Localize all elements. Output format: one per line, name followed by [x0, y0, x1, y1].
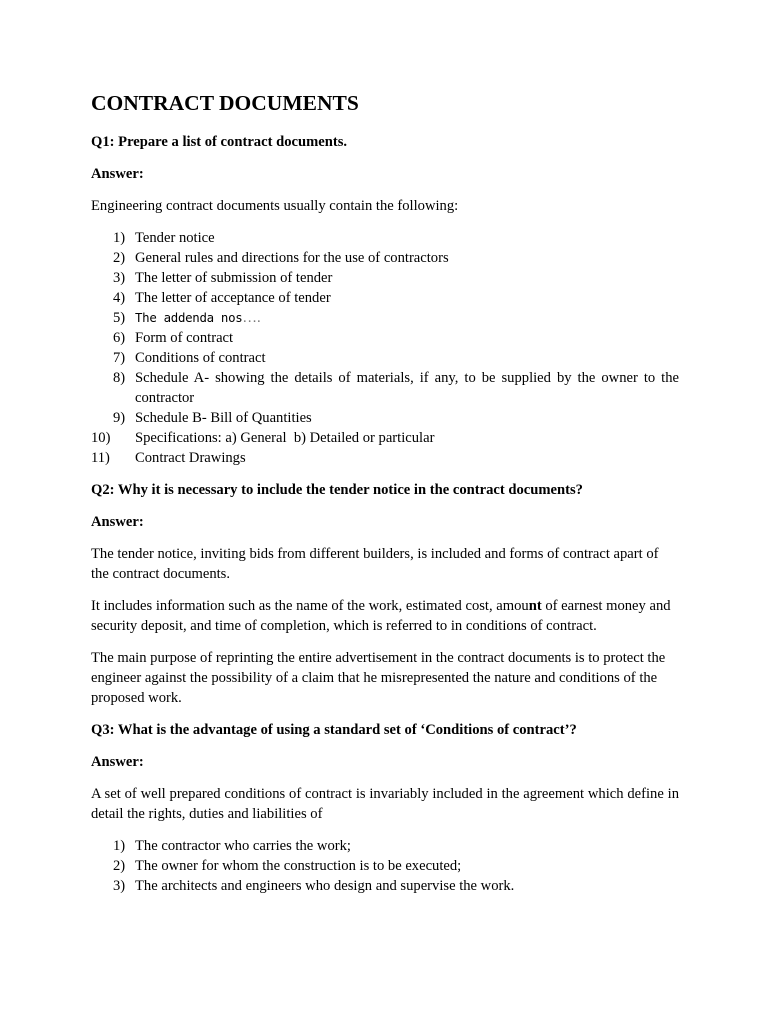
- q3-paragraph-1: A set of well prepared conditions of contract is invariably included in the agreement which define in detail the rights, duties and liabilities of: [91, 786, 679, 822]
- list-item-text: Schedule A- showing the details of materials, if any, to be supplied by the owner to the contractor: [135, 370, 679, 406]
- list-item: [91, 308, 679, 328]
- list-item: [91, 268, 679, 288]
- list-number: 10): [91, 430, 111, 446]
- list-item-text: The architects and engineers who design and supervise the work.: [135, 878, 515, 894]
- answer-label-2: Answer:: [91, 514, 144, 530]
- list-item: [91, 288, 679, 308]
- q2-paragraph-2: [91, 596, 679, 636]
- list-item-text: The letter of submission of tender: [135, 270, 333, 286]
- list-item-text: Contract Drawings: [135, 450, 246, 466]
- list-number: 4): [113, 290, 126, 306]
- contract-documents-list: [91, 228, 679, 468]
- document-page: [91, 88, 679, 908]
- question-1: Q1: Prepare a list of contract documents.: [91, 134, 348, 150]
- ellipsis-suffix: ….: [242, 310, 261, 326]
- list-number: 1): [113, 838, 126, 854]
- list-item-text: Schedule B- Bill of Quantities: [135, 410, 312, 426]
- list-number: 1): [113, 230, 126, 246]
- list-number: 11): [91, 450, 110, 466]
- list-number: 3): [113, 270, 126, 286]
- list-item: [91, 328, 679, 348]
- list-item-text: Form of contract: [135, 330, 234, 346]
- list-number: 3): [113, 878, 126, 894]
- list-number: 8): [113, 370, 126, 386]
- list-number: 7): [113, 350, 126, 366]
- list-item: [91, 408, 679, 428]
- list-item-text: General rules and directions for the use of contractors: [135, 250, 449, 266]
- q2-paragraph-2-bold-part: nt: [528, 598, 542, 614]
- list-item: [91, 348, 679, 368]
- list-item: [91, 248, 679, 268]
- list-item: [91, 856, 679, 876]
- answer-label-1: Answer:: [91, 166, 144, 182]
- list-item: [91, 228, 679, 248]
- list-item-text: The letter of acceptance of tender: [135, 290, 331, 306]
- list-item-text: The addenda nos: [135, 310, 243, 325]
- answer-label-3: Answer:: [91, 754, 144, 770]
- list-item: [91, 448, 679, 468]
- list-item: [91, 836, 679, 856]
- list-number: 2): [113, 250, 126, 266]
- q1-intro: Engineering contract documents usually contain the following:: [91, 198, 459, 214]
- list-item-text: Conditions of contract: [135, 350, 266, 366]
- q2-paragraph-1: The tender notice, inviting bids from different builders, is included and forms of contract apart of the contract documents.: [91, 546, 659, 582]
- list-number: 6): [113, 330, 126, 346]
- q2-paragraph-3: The main purpose of reprinting the entire advertisement in the contract documents is to protect the engineer against the possibility of a claim that he misrepresented the nature and conditions of the proposed work.: [91, 650, 666, 706]
- q2-paragraph-2-part-a: It includes information such as the name of the work, estimated cost, amou: [91, 598, 529, 614]
- list-item-text: Tender notice: [135, 230, 215, 246]
- list-item: [91, 368, 679, 408]
- liabilities-list: [91, 836, 679, 896]
- list-item-text: The contractor who carries the work;: [135, 838, 351, 854]
- list-number: 2): [113, 858, 126, 874]
- list-item: [91, 428, 679, 448]
- list-item-text: The owner for whom the construction is to be executed;: [135, 858, 462, 874]
- list-item: [91, 876, 679, 896]
- question-2: Q2: Why it is necessary to include the tender notice in the contract documents?: [91, 482, 583, 498]
- list-number: 9): [113, 410, 126, 426]
- list-item-text: Specifications: a) General b) Detailed or particular: [135, 430, 435, 446]
- q2-paragraph-2-part-c: of earnest money and security deposit, and time of completion, which is referred to in conditions of contract.: [91, 598, 671, 634]
- list-number: 5): [113, 310, 126, 326]
- page-title: CONTRACT DOCUMENTS: [91, 91, 359, 115]
- question-3: Q3: What is the advantage of using a standard set of ‘Conditions of contract’?: [91, 722, 577, 738]
